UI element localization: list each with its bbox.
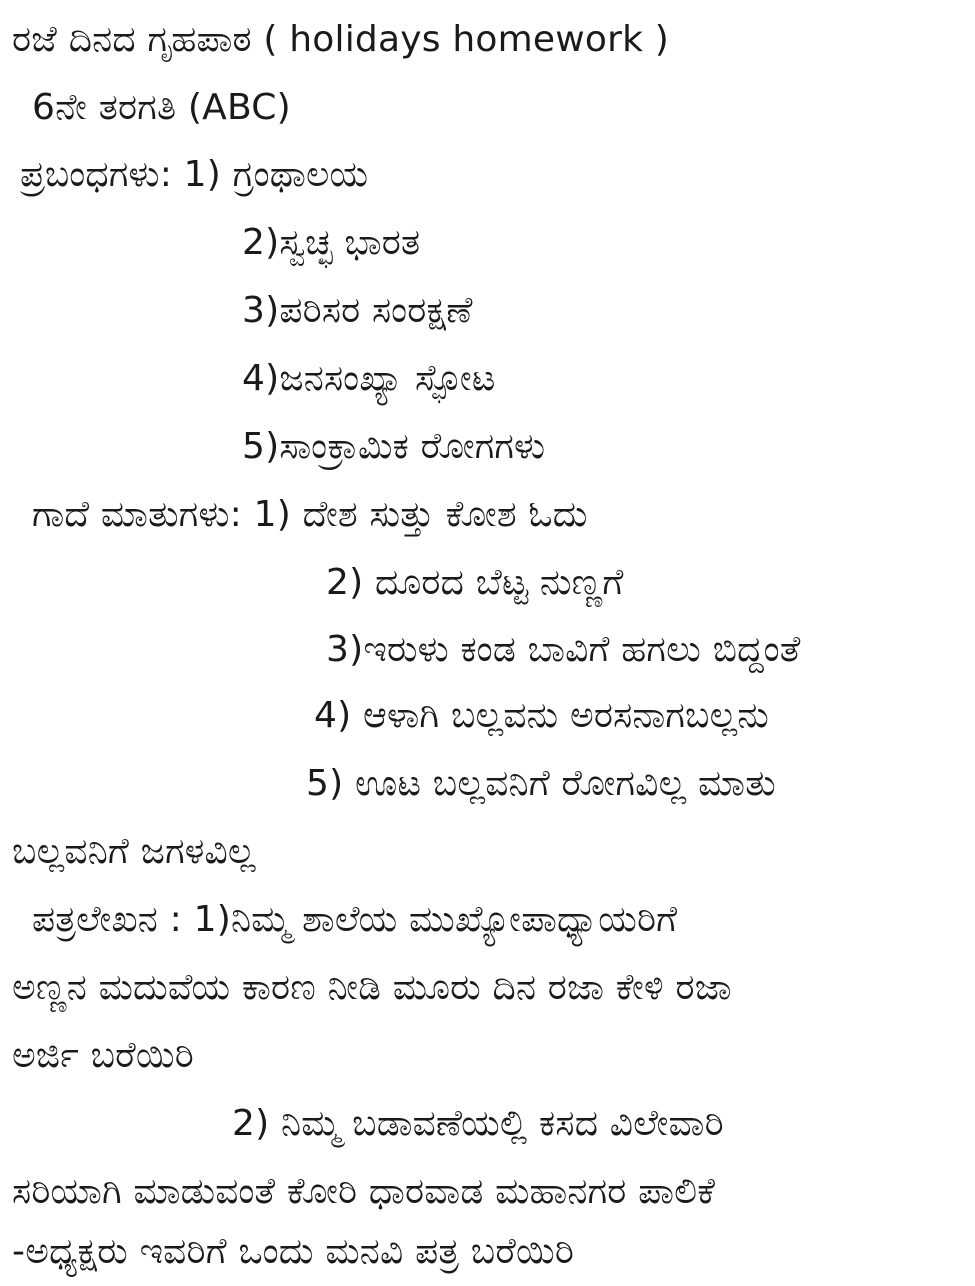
proverb-item: 3)ಇರುಳು ಕಂಡ ಬಾವಿಗೆ ಹಗಲು ಬಿದ್ದಂತೆ xyxy=(326,629,801,670)
essay-item: 2)ಸ್ವಚ್ಛ ಭಾರತ xyxy=(242,222,421,263)
essays-heading: ಪ್ರಬಂಧಗಳು: 1) ಗ್ರಂಥಾಲಯ xyxy=(20,154,369,195)
essay-item: 4)ಜನಸಂಖ್ಯಾ ಸ್ಫೋಟ xyxy=(242,358,496,399)
letter-item-continuation: ಅರ್ಜಿ ಬರೆಯಿರಿ xyxy=(12,1035,194,1076)
page-title: ರಜೆ ದಿನದ ಗೃಹಪಾಠ ( holidays homework ) xyxy=(12,19,670,60)
essay-item: 5)ಸಾಂಕ್ರಾಮಿಕ ರೋಗಗಳು xyxy=(242,426,546,467)
letter-item: 2) ನಿಮ್ಮ ಬಡಾವಣೆಯಲ್ಲಿ ಕಸದ ವಿಲೇವಾರಿ xyxy=(232,1103,724,1144)
class-label: 6ನೇ ತರಗತಿ (ABC) xyxy=(32,87,291,128)
essay-item: 3)ಪರಿಸರ ಸಂರಕ್ಷಣೆ xyxy=(242,290,473,331)
proverb-item: 5) ಊಟ ಬಲ್ಲವನಿಗೆ ರೋಗವಿಲ್ಲ ಮಾತು xyxy=(306,763,776,804)
proverbs-heading: ಗಾದೆ ಮಾತುಗಳು: 1) ದೇಶ ಸುತ್ತು ಕೋಶ ಓದು xyxy=(32,494,588,535)
letters-heading: ಪತ್ರಲೇಖನ : 1)ನಿಮ್ಮ ಶಾಲೆಯ ಮುಖ್ಯೋಪಾಧ್ಯಾಯರಿಗೆ xyxy=(32,899,678,940)
letter-item-continuation: ಅಣ್ಣನ ಮದುವೆಯ ಕಾರಣ ನೀಡಿ ಮೂರು ದಿನ ರಜಾ ಕೇಳಿ ರಜಾ xyxy=(12,967,732,1008)
proverb-item: 2) ದೂರದ ಬೆಟ್ಟ ನುಣ್ಣಗೆ xyxy=(326,562,624,603)
proverb-item-continuation: ಬಲ್ಲವನಿಗೆ ಜಗಳವಿಲ್ಲ xyxy=(12,831,256,872)
letter-item-continuation: -ಅಧ್ಯಕ್ಷರು ಇವರಿಗೆ ಒಂದು ಮನವಿ ಪತ್ರ ಬರೆಯಿರಿ xyxy=(12,1231,575,1272)
proverb-item: 4) ಆಳಾಗಿ ಬಲ್ಲವನು ಅರಸನಾಗಬಲ್ಲನು xyxy=(314,695,770,736)
letter-item-continuation: ಸರಿಯಾಗಿ ಮಾಡುವಂತೆ ಕೋರಿ ಧಾರವಾಡ ಮಹಾನಗರ ಪಾಲಿಕೆ xyxy=(12,1171,716,1212)
